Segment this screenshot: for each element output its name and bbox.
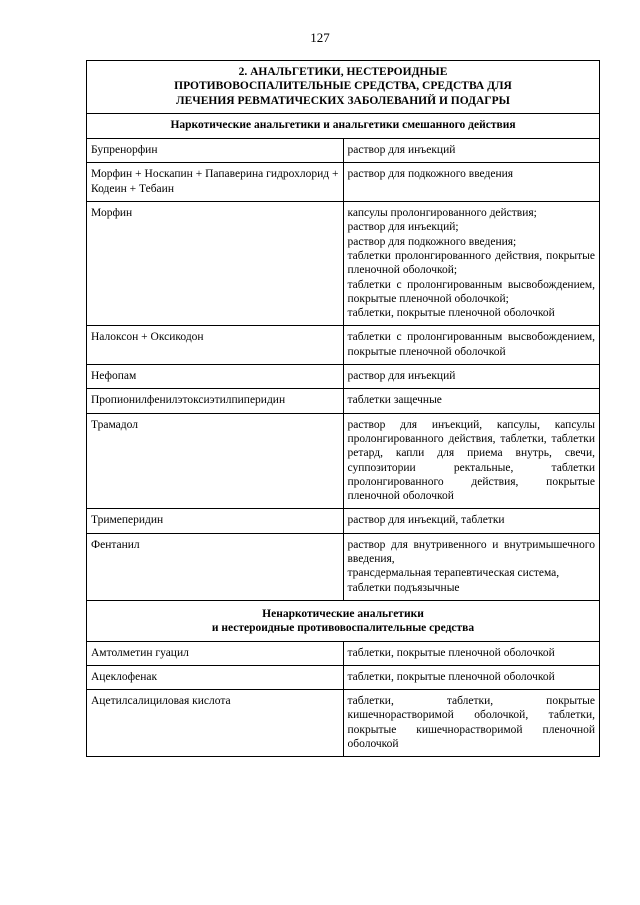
drug-name: Фентанил bbox=[87, 533, 344, 600]
dosage-form: таблетки, таблетки, покрытые кишечнорастворимой оболочкой, таблетки, покрытые кишечнорастворимой пленочной оболочкой bbox=[343, 690, 600, 757]
group-header-row bbox=[87, 113, 600, 138]
dosage-form-line: трансдермальная терапевтическая система, bbox=[347, 567, 560, 580]
table-row bbox=[87, 641, 600, 665]
dosage-form-line: таблетки подъязычные bbox=[347, 581, 460, 594]
group-header-line: и нестероидные противовоспалительные средства bbox=[211, 622, 475, 635]
section-title-line: ПРОТИВОВОСПАЛИТЕЛЬНЫЕ СРЕДСТВА, СРЕДСТВА ДЛЯ bbox=[174, 80, 512, 93]
dosage-form: раствор для инъекций bbox=[343, 139, 600, 163]
drug-name: Трамадол bbox=[87, 413, 344, 509]
table-row bbox=[87, 413, 600, 509]
group-header-row bbox=[87, 600, 600, 641]
page-number: 127 bbox=[310, 30, 330, 45]
dosage-form: раствор для инъекций, таблетки bbox=[343, 509, 600, 533]
table-row bbox=[87, 665, 600, 689]
table-row bbox=[87, 163, 600, 202]
dosage-form: таблетки защечные bbox=[343, 389, 600, 413]
dosage-form: таблетки, покрытые пленочной оболочкой bbox=[343, 641, 600, 665]
drug-name: Налоксон + Оксикодон bbox=[87, 326, 344, 365]
dosage-form: раствор для подкожного введения bbox=[343, 163, 600, 202]
group-header-line: Ненаркотические анальгетики bbox=[262, 607, 424, 620]
dosage-form-line: раствор для инъекций; bbox=[347, 221, 459, 234]
dosage-form-line: раствор для подкожного введения; bbox=[347, 235, 517, 248]
section-title-line: ЛЕЧЕНИЯ РЕВМАТИЧЕСКИХ ЗАБОЛЕВАНИЙ И ПОДАГРЫ bbox=[176, 94, 510, 107]
dosage-form bbox=[343, 533, 600, 600]
table-row bbox=[87, 533, 600, 600]
drug-name: Ацеклофенак bbox=[87, 665, 344, 689]
dosage-form-line: капсулы пролонгированного действия; bbox=[347, 207, 537, 220]
dosage-form-line: таблетки с пролонгированным высвобождением, покрытые пленочной оболочкой; bbox=[347, 278, 595, 305]
dosage-form bbox=[343, 202, 600, 326]
drug-name: Амтолметин гуацил bbox=[87, 641, 344, 665]
group-header-line: Наркотические анальгетики и анальгетики смешанного действия bbox=[170, 118, 516, 131]
drug-name: Бупренорфин bbox=[87, 139, 344, 163]
table-row bbox=[87, 365, 600, 389]
section-title-row bbox=[87, 61, 600, 114]
table-row bbox=[87, 509, 600, 533]
table-row bbox=[87, 690, 600, 757]
drug-name: Морфин + Носкапин + Папаверина гидрохлорид + Кодеин + Тебаин bbox=[87, 163, 344, 202]
drug-table bbox=[86, 60, 600, 757]
dosage-form-line: раствор для внутривенного и внутримышечного введения, bbox=[347, 538, 595, 566]
dosage-form: раствор для инъекций bbox=[343, 365, 600, 389]
dosage-form: таблетки с пролонгированным высвобождением, покрытые пленочной оболочкой bbox=[343, 326, 600, 365]
group-header-non-narcotic bbox=[87, 600, 600, 641]
table-row bbox=[87, 202, 600, 326]
drug-name: Морфин bbox=[87, 202, 344, 326]
group-header-narcotic bbox=[87, 113, 600, 138]
drug-name: Нефопам bbox=[87, 365, 344, 389]
section-title bbox=[87, 61, 600, 114]
table-row bbox=[87, 139, 600, 163]
dosage-form: раствор для инъекций, капсулы, капсулы пролонгированного действия, таблетки, таблетки ретард, капли для приема внутрь, свечи, суппозитории ректальные, таблетки пролонгированного действия, покрытые пленочной оболочкой bbox=[343, 413, 600, 509]
table-row bbox=[87, 326, 600, 365]
table-row bbox=[87, 389, 600, 413]
drug-name: Тримеперидин bbox=[87, 509, 344, 533]
dosage-form-line: таблетки, покрытые пленочной оболочкой bbox=[347, 307, 555, 320]
dosage-form-line: таблетки пролонгированного действия, покрытые пленочной оболочкой; bbox=[347, 249, 595, 277]
section-title-line: 2. АНАЛЬГЕТИКИ, НЕСТЕРОИДНЫЕ bbox=[238, 66, 448, 78]
drug-name: Ацетилсалициловая кислота bbox=[87, 690, 344, 757]
dosage-form: таблетки, покрытые пленочной оболочкой bbox=[343, 665, 600, 689]
drug-name: Пропионилфенилэтоксиэтилпиперидин bbox=[87, 389, 344, 413]
